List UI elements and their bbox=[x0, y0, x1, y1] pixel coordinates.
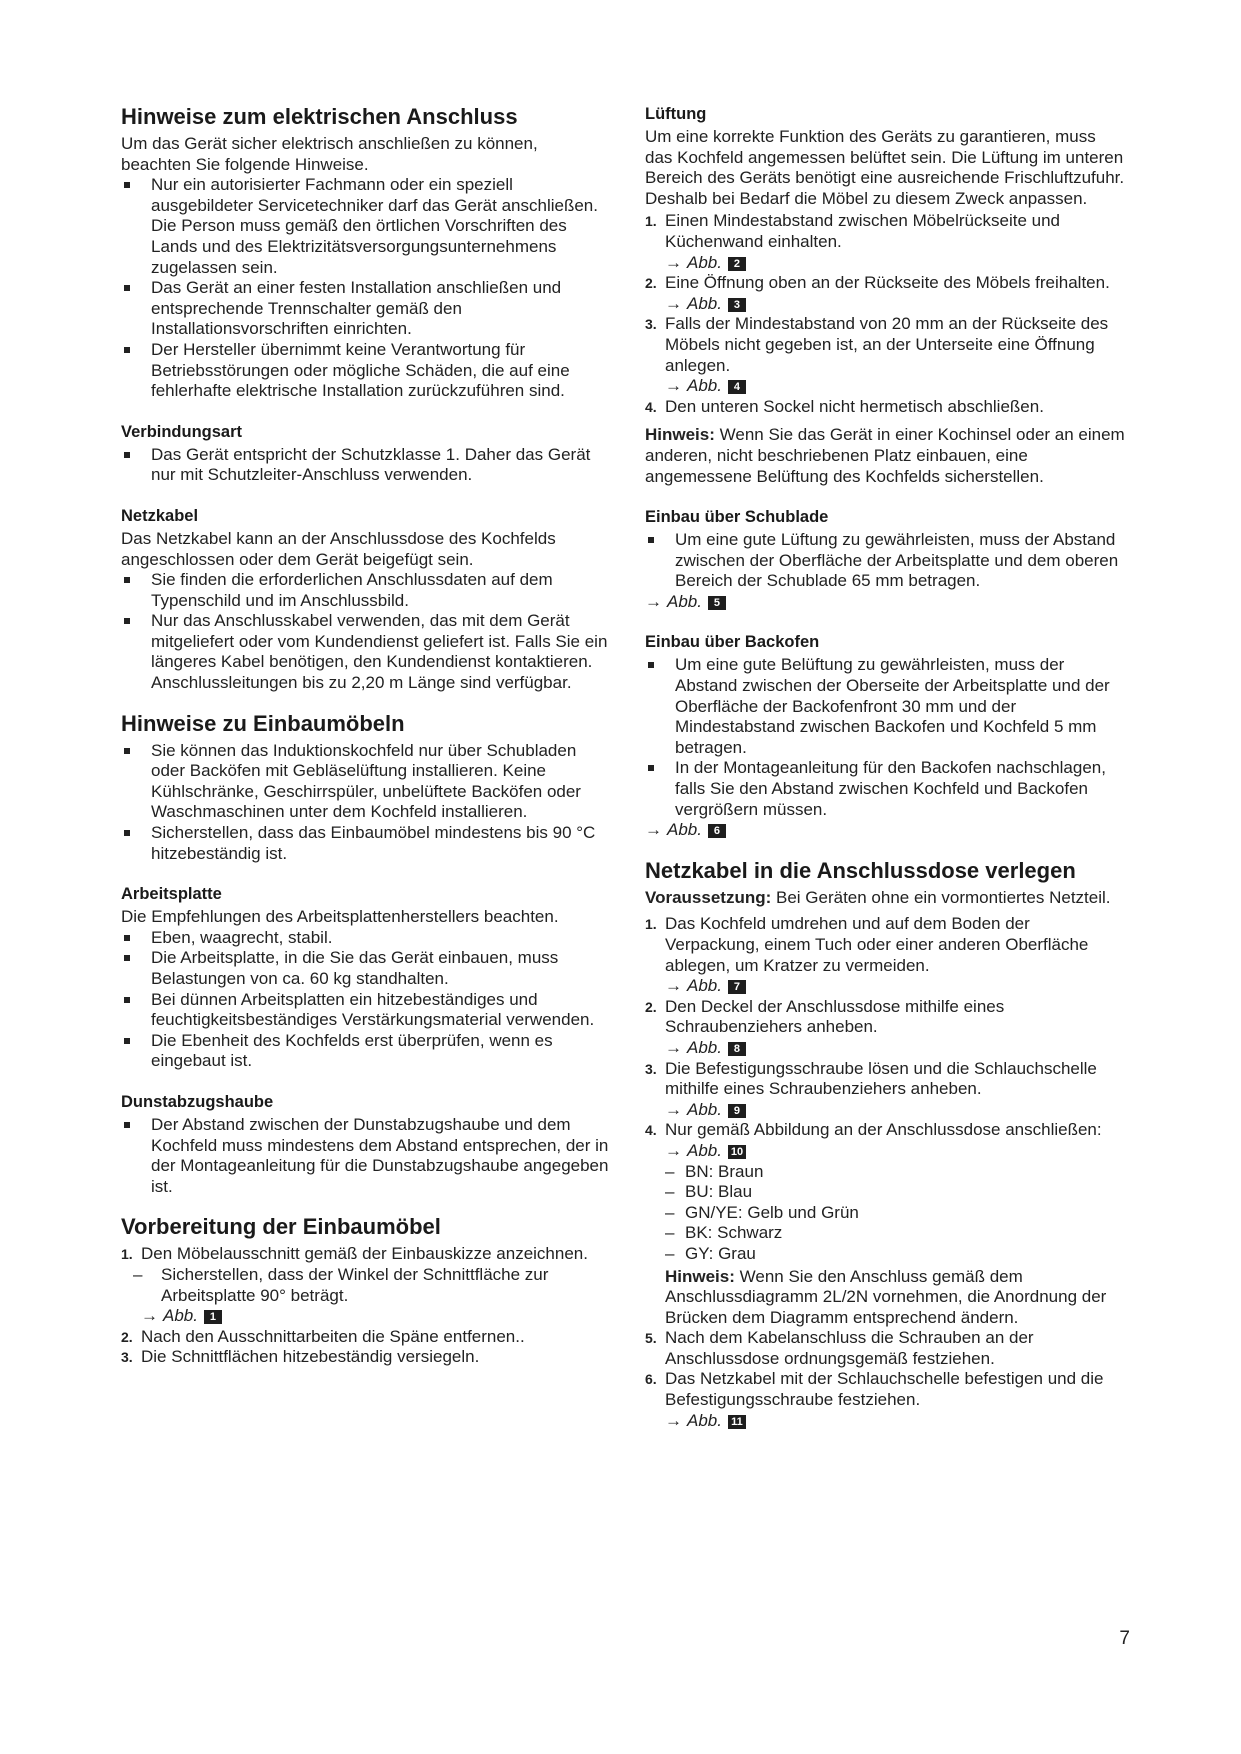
figure-badge: 5 bbox=[708, 596, 726, 610]
figure-reference: → Abb. 1 bbox=[121, 1306, 610, 1327]
figure-badge: 3 bbox=[728, 298, 746, 312]
figure-reference: → Abb. 6 bbox=[645, 820, 1125, 841]
figure-badge: 1 bbox=[204, 1310, 222, 1324]
step-item bbox=[645, 397, 1125, 418]
list-item: Bei dünnen Arbeitsplatten ein hitzebeständiges und feuchtigkeitsbeständiges Verstärkungsmaterial verwenden. bbox=[121, 990, 610, 1031]
figure-badge: 8 bbox=[728, 1042, 746, 1056]
paragraph: Das Netzkabel kann an der Anschlussdose des Kochfelds angeschlossen oder dem Gerät beigefügt sein. bbox=[121, 528, 556, 569]
list-item: Nur das Anschlusskabel verwenden, das mit dem Gerät mitgeliefert oder vom Kundendienst geliefert ist. Falls Sie ein längeres Kabel benötigen, den Kundendienst kontaktieren. Anschlussleitungen bis zu 2,20 m Länge sind verfügbar. bbox=[121, 611, 610, 693]
bullet-list bbox=[645, 655, 1125, 820]
step-text: Das Netzkabel mit der Schlauchschelle befestigen und die Befestigungsschraube festziehen. bbox=[665, 1369, 1104, 1410]
wire-color-item: – GY: Grau bbox=[665, 1244, 1125, 1265]
step-number: 2. bbox=[121, 1328, 133, 1345]
figure-badge: 11 bbox=[728, 1415, 746, 1429]
figure-reference: → Abb. 4 bbox=[665, 376, 1125, 397]
step-number: 3. bbox=[121, 1349, 133, 1366]
prerequisite-text: Bei Geräten ohne ein vormontiertes Netzteil. bbox=[771, 887, 1111, 907]
heading-einbau-schublade: Einbau über Schublade bbox=[645, 508, 829, 527]
figure-reference: → Abb. 3 bbox=[665, 294, 1125, 315]
list-item: Die Ebenheit des Kochfelds erst überprüfen, wenn es eingebaut ist. bbox=[121, 1031, 610, 1072]
figure-reference: → Abb. 8 bbox=[665, 1038, 1125, 1059]
figure-reference: → Abb. 9 bbox=[665, 1100, 1125, 1121]
figure-badge: 9 bbox=[728, 1104, 746, 1118]
step-text: Den unteren Sockel nicht hermetisch abschließen. bbox=[665, 396, 1044, 416]
dash-item: – Sicherstellen, dass der Winkel der Schnittfläche zur Arbeitsplatte 90° beträgt. bbox=[121, 1265, 610, 1306]
step-text: Nur gemäß Abbildung an der Anschlussdose anschließen: bbox=[665, 1120, 1102, 1140]
step-text: Eine Öffnung oben an der Rückseite des Möbels freihalten. bbox=[665, 273, 1110, 293]
note-paragraph bbox=[645, 425, 1125, 487]
list-item: Der Abstand zwischen der Dunstabzugshaube und dem Kochfeld muss mindestens dem Abstand entsprechen, der in der Montageanleitung für die Dunstabzugshaube angegeben ist. bbox=[121, 1115, 610, 1197]
list-item: Sie finden die erforderlichen Anschlussdaten auf dem Typenschild und im Anschlussbild. bbox=[121, 570, 610, 611]
figure-reference: → Abb. 7 bbox=[665, 976, 1125, 997]
heading-einbau-backofen: Einbau über Backofen bbox=[645, 633, 820, 652]
prerequisite-label: Voraussetzung: bbox=[645, 887, 772, 907]
step-text: Nach dem Kabelanschluss die Schrauben an der Anschlussdose ordnungsgemäß festziehen. bbox=[665, 1328, 1034, 1368]
step-text: Den Deckel der Anschlussdose mithilfe eines Schraubenziehers anheben. bbox=[665, 996, 1005, 1037]
list-item: Die Arbeitsplatte, in die Sie das Gerät einbauen, muss Belastungen von ca. 60 kg standhalten. bbox=[121, 948, 610, 989]
note-label: Hinweis: bbox=[645, 425, 715, 445]
paragraph: Die Empfehlungen des Arbeitsplattenherstellers beachten. bbox=[121, 907, 559, 927]
note-paragraph bbox=[665, 1267, 1125, 1329]
step-list bbox=[645, 914, 1125, 1431]
prerequisite-paragraph bbox=[645, 888, 1125, 909]
heading-arbeitsplatte: Arbeitsplatte bbox=[121, 885, 222, 904]
step-text: Falls der Mindestabstand von 20 mm an der Rückseite des Möbels nicht gegeben ist, an der Unterseite eine Öffnung anlegen. bbox=[665, 314, 1109, 375]
step-item bbox=[645, 1120, 1125, 1328]
step-item bbox=[645, 314, 1125, 396]
step-item bbox=[645, 1059, 1125, 1121]
figure-badge: 10 bbox=[728, 1145, 746, 1159]
step-number: 5. bbox=[645, 1330, 657, 1347]
step-number: 3. bbox=[645, 1060, 657, 1077]
paragraph: Um eine korrekte Funktion des Geräts zu garantieren, muss das Kochfeld angemessen belüftet sein. Die Lüftung im unteren Bereich des Geräts benötigt eine ausreichende Frischluftzufuhr. Deshalb bei Bedarf die Möbel zu diesem Zweck anpassen. bbox=[645, 127, 1125, 208]
step-number: 2. bbox=[645, 998, 657, 1015]
figure-reference: → Abb. 10 bbox=[665, 1141, 1125, 1162]
list-item: Nur ein autorisierter Fachmann oder ein speziell ausgebildeter Servicetechniker darf das Gerät anschließen. Die Person muss gemäß den örtlichen Vorschriften des Lands und des Elektrizitätsversorgungsunternehmens zugelassen sein. bbox=[121, 175, 610, 278]
heading-lueftung: Lüftung bbox=[645, 105, 707, 123]
step-text: Nach den Ausschnittarbeiten die Späne entfernen.. bbox=[141, 1326, 525, 1346]
heading-netzkabel: Netzkabel bbox=[121, 506, 199, 525]
step-text: Einen Mindestabstand zwischen Möbelrückseite und Küchenwand einhalten. bbox=[665, 211, 1061, 251]
step-text: Die Schnittflächen hitzebeständig versiegeln. bbox=[141, 1347, 480, 1367]
step-list bbox=[121, 1327, 610, 1368]
step-number: 6. bbox=[645, 1371, 657, 1388]
heading-einbaumoebel: Hinweise zu Einbaumöbeln bbox=[121, 710, 405, 736]
figure-reference: → Abb. 5 bbox=[645, 592, 1125, 613]
step-number: 4. bbox=[645, 1122, 657, 1139]
step-item bbox=[645, 914, 1125, 996]
step-item bbox=[645, 1369, 1125, 1431]
wire-color-item: – BU: Blau bbox=[665, 1182, 1125, 1203]
bullet-list bbox=[121, 175, 610, 402]
step-item bbox=[645, 1328, 1125, 1369]
list-item: Das Gerät an einer festen Installation anschließen und entsprechende Trennschalter gemäß den Installationsvorschriften einrichten. bbox=[121, 278, 610, 340]
list-item: Der Hersteller übernimmt keine Verantwortung für Betriebsstörungen oder mögliche Schäden, die auf eine fehlerhafte elektrische Installation zurückzuführen sind. bbox=[121, 340, 610, 402]
step-item bbox=[645, 997, 1125, 1059]
heading-netzkabel-verlegen: Netzkabel in die Anschlussdose verlegen bbox=[645, 857, 1076, 883]
bullet-list bbox=[645, 530, 1125, 592]
bullet-list bbox=[121, 1115, 610, 1197]
step-number: 4. bbox=[645, 398, 657, 415]
step-number: 1. bbox=[121, 1246, 133, 1263]
figure-badge: 4 bbox=[728, 380, 746, 394]
bullet-list bbox=[121, 928, 610, 1072]
wire-color-item: – BK: Schwarz bbox=[665, 1223, 1125, 1244]
left-column bbox=[121, 104, 610, 1368]
step-text: Das Kochfeld umdrehen und auf dem Boden der Verpackung, einem Tuch oder einer anderen Oberfläche ablegen, um Kratzer zu vermeiden. bbox=[665, 914, 1089, 975]
bullet-list bbox=[121, 570, 610, 694]
bullet-list bbox=[121, 445, 610, 486]
list-item: Um eine gute Belüftung zu gewährleisten, muss der Abstand zwischen der Oberseite der Arbeitsplatte und der Oberfläche der Backofenfront 30 mm und der Mindestabstand zwischen Backofen und Kochfeld 5 mm betragen. bbox=[645, 655, 1125, 758]
step-text: Den Möbelausschnitt gemäß der Einbauskizze anzeichnen. bbox=[141, 1244, 588, 1264]
heading-dunstabzugshaube: Dunstabzugshaube bbox=[121, 1092, 274, 1111]
list-item: Sicherstellen, dass das Einbaumöbel mindestens bis 90 °C hitzebeständig ist. bbox=[121, 823, 610, 864]
note-text: Wenn Sie das Gerät in einer Kochinsel oder an einem anderen, nicht beschriebenen Platz einbauen, eine angemessene Belüftung des Kochfelds sicherstellen. bbox=[645, 425, 1125, 486]
step-number: 3. bbox=[645, 316, 657, 333]
note-label: Hinweis: bbox=[665, 1266, 735, 1286]
step-list bbox=[645, 211, 1125, 417]
heading-elektrischer-anschluss: Hinweise zum elektrischen Anschluss bbox=[121, 104, 518, 129]
step-item bbox=[121, 1327, 610, 1348]
page-number: 7 bbox=[1119, 1628, 1130, 1649]
step-number: 1. bbox=[645, 916, 657, 933]
heading-verbindungsart: Verbindungsart bbox=[121, 422, 243, 441]
figure-badge: 6 bbox=[708, 824, 726, 838]
step-item bbox=[645, 273, 1125, 314]
figure-badge: 2 bbox=[728, 257, 746, 271]
wire-color-item: – GN/YE: Gelb und Grün bbox=[665, 1203, 1125, 1224]
wire-color-list bbox=[665, 1162, 1125, 1265]
paragraph: Um das Gerät sicher elektrisch anschließen zu können, beachten Sie folgende Hinweise. bbox=[121, 134, 538, 174]
figure-reference: → Abb. 11 bbox=[665, 1411, 1125, 1432]
right-column bbox=[645, 104, 1125, 1431]
step-item bbox=[645, 211, 1125, 273]
note-text: Wenn Sie den Anschluss gemäß dem Anschlussdiagramm 2L/2N vornehmen, die Anordnung der Brücken dem Diagramm entsprechend ändern. bbox=[665, 1266, 1107, 1327]
step-number: 1. bbox=[645, 213, 657, 230]
figure-badge: 7 bbox=[728, 980, 746, 994]
step-list bbox=[121, 1244, 610, 1265]
figure-reference: → Abb. 2 bbox=[665, 253, 1125, 274]
step-text: Die Befestigungsschraube lösen und die Schlauchschelle mithilfe eines Schraubenziehers anheben. bbox=[665, 1058, 1097, 1099]
bullet-list bbox=[121, 741, 610, 865]
list-item: Sie können das Induktionskochfeld nur über Schubladen oder Backöfen mit Gebläselüftung installieren. Keine Kühlschränke, Geschirrspüler, unbelüftete Backöfen oder Waschmaschinen unter dem Kochfeld installieren. bbox=[121, 741, 610, 823]
step-number: 2. bbox=[645, 275, 657, 292]
dash-list bbox=[121, 1265, 610, 1306]
list-item: Um eine gute Lüftung zu gewährleisten, muss der Abstand zwischen der Oberfläche der Arbeitsplatte und dem oberen Bereich der Schublade 65 mm betragen. bbox=[645, 530, 1125, 592]
step-item bbox=[121, 1347, 610, 1368]
list-item: In der Montageanleitung für den Backofen nachschlagen, falls Sie den Abstand zwischen Kochfeld und Backofen vergrößern müssen. bbox=[645, 758, 1125, 820]
list-item: Eben, waagrecht, stabil. bbox=[121, 928, 610, 949]
wire-color-item: – BN: Braun bbox=[665, 1162, 1125, 1183]
list-item: Das Gerät entspricht der Schutzklasse 1. Daher das Gerät nur mit Schutzleiter-Anschluss verwenden. bbox=[121, 445, 610, 486]
step-item bbox=[121, 1244, 610, 1265]
heading-vorbereitung: Vorbereitung der Einbaumöbel bbox=[121, 1214, 441, 1240]
